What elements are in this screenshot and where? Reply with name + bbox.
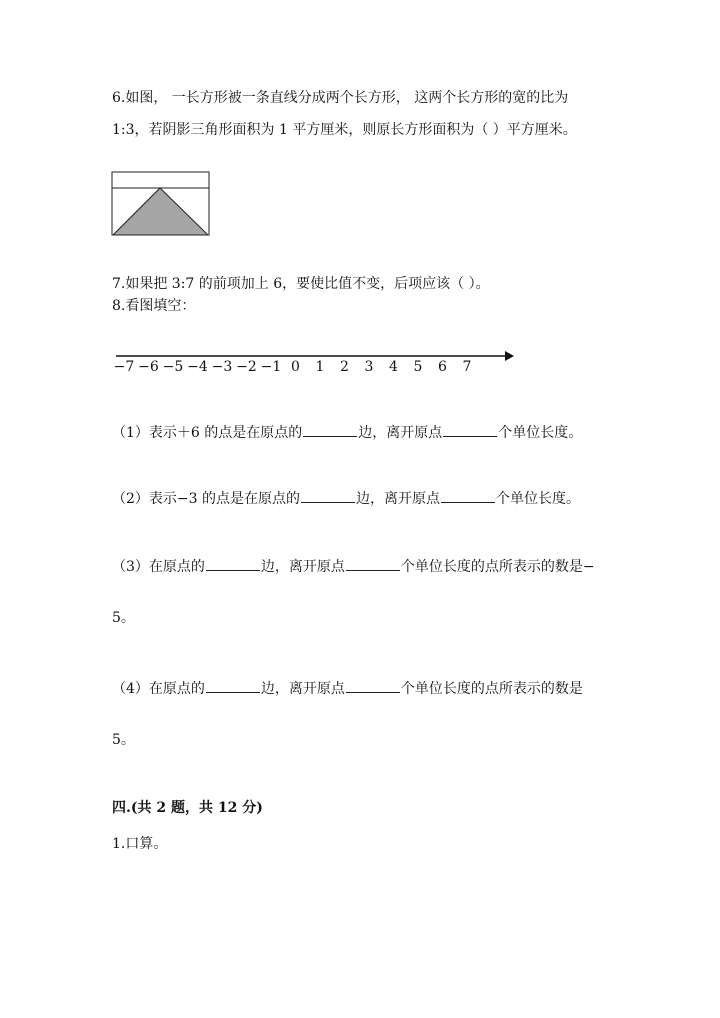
number-line-label: 7 (462, 359, 472, 375)
q7-text: 7.如果把 3:7 的前项加上 6，要使比值不变，后项应该（ ）。 (112, 276, 490, 292)
q8-item-3-text-a: （3）在原点的 (112, 559, 205, 575)
q8-title: 8.看图填空： (112, 298, 196, 314)
answer-blank[interactable] (301, 488, 355, 503)
number-line-label: −3 (211, 359, 233, 375)
number-line-label: −5 (162, 359, 184, 375)
answer-blank[interactable] (441, 488, 495, 503)
q8-item-4-text-c: 个单位长度的点所表示的数是 (400, 681, 583, 697)
section4-q1: 1.口算。 (112, 836, 168, 852)
q8-item-1-text-a: （1）表示＋6 的点是在原点的 (112, 425, 303, 441)
answer-blank[interactable] (346, 556, 400, 571)
q8-item-4-text-a: （4）在原点的 (112, 681, 205, 697)
arrow-head-icon (505, 351, 514, 361)
q8-item-3-text-c: 个单位长度的点所表示的数是− (400, 559, 595, 575)
number-line-label: 0 (291, 359, 300, 375)
number-line-label: −7 (113, 359, 135, 375)
q8-item-2-text-a: （2）表示−3 的点是在原点的 (112, 491, 300, 507)
q8-item-3 (112, 556, 595, 577)
number-line-label: −4 (187, 359, 208, 375)
q8-item-4 (112, 678, 583, 699)
number-line-label: −6 (138, 359, 159, 375)
q8-item-1-text-c: 个单位长度。 (498, 425, 583, 441)
number-line-label: 6 (438, 359, 447, 375)
number-line (110, 346, 520, 378)
number-line-label: 2 (340, 359, 349, 375)
q8-item-1-text-b: 边，离开原点 (358, 425, 443, 441)
answer-blank[interactable] (206, 556, 260, 571)
q8-item-4-continuation: 5。 (112, 732, 135, 748)
q8-item-4-text-b: 边，离开原点 (260, 681, 345, 697)
q8-item-2 (112, 488, 580, 509)
answer-blank[interactable] (443, 422, 497, 437)
q8-item-2-text-c: 个单位长度。 (496, 491, 580, 507)
q8-item-3-text-b: 边，离开原点 (260, 559, 345, 575)
number-line-label: −1 (260, 359, 282, 375)
rectangle-figure (110, 170, 214, 240)
number-line-label: −2 (236, 359, 257, 375)
number-line-label: 5 (413, 359, 423, 375)
q8-item-1 (112, 422, 582, 443)
q8-item-3-continuation: 5。 (112, 610, 135, 626)
q8-item-2-text-b: 边，离开原点 (356, 491, 440, 507)
number-line-label: 3 (364, 359, 374, 375)
answer-blank[interactable] (346, 678, 400, 693)
section-heading: 四.(共 2 题，共 12 分) (112, 800, 263, 816)
q6-line-1: 6.如图， 一长方形被一条直线分成两个长方形， 这两个长方形的宽的比为 (112, 90, 569, 106)
number-line-label: 1 (315, 359, 325, 375)
answer-blank[interactable] (303, 422, 357, 437)
q6-line-2: 1:3，若阴影三角形面积为 1 平方厘米，则原长方形面积为（ ）平方厘米。 (112, 122, 577, 138)
number-line-label: 4 (389, 359, 398, 375)
answer-blank[interactable] (206, 678, 260, 693)
